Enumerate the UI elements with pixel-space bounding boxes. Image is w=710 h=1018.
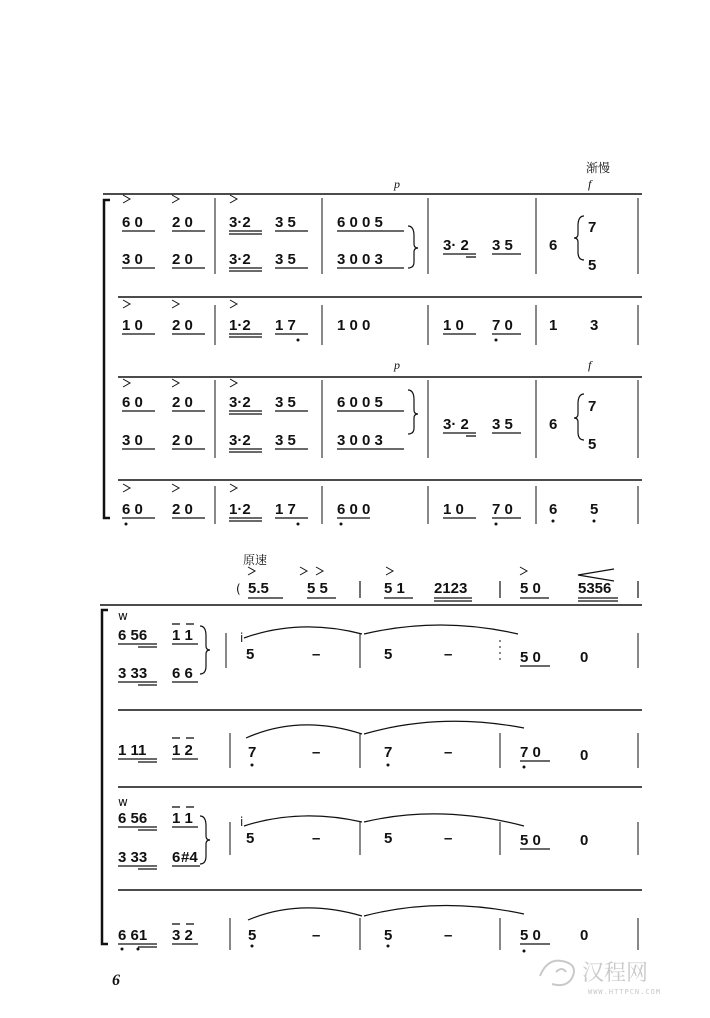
rest: 0: [580, 747, 589, 764]
sustain-dash: –: [312, 646, 321, 663]
note-group: 2 0: [172, 251, 193, 268]
note-group: 5: [588, 436, 597, 453]
note-group: 3 33: [118, 665, 148, 682]
note-group: 1 7: [275, 317, 296, 334]
sustain-dash: –: [444, 646, 453, 663]
note-group: 5: [590, 501, 599, 518]
system2-staff1: [118, 609, 588, 682]
note-group: 1 1: [172, 810, 193, 827]
note-group: 5: [588, 257, 597, 274]
note-group: 5 0: [520, 649, 541, 666]
note-group: 3·2: [229, 214, 251, 231]
note-group: 3: [590, 317, 599, 334]
note-group: 1 0 0: [337, 317, 371, 334]
system-2: [100, 605, 642, 950]
sustain-dash: –: [444, 927, 453, 944]
sharp-four: #4: [181, 849, 198, 866]
note-group: 3 0: [122, 251, 143, 268]
note-group: 6 0 0: [337, 501, 371, 518]
tempo-restore-marking: 原速: [243, 553, 268, 567]
system-1: [103, 194, 642, 524]
note-group: 1 0: [443, 501, 464, 518]
grace-note: i: [240, 631, 244, 645]
grace-note: i: [240, 815, 244, 829]
note-group: 2123: [434, 580, 468, 597]
note-group: 2 0: [172, 214, 193, 231]
note: 5: [384, 830, 393, 847]
note-group: 3 5: [275, 394, 296, 411]
note-group: 3· 2: [443, 237, 469, 254]
note: 5: [248, 927, 257, 944]
note-group: 3 5: [492, 237, 513, 254]
note-group: 1·2: [229, 501, 251, 518]
intro-accents: [248, 567, 527, 575]
note-group: 1 0: [122, 317, 143, 334]
note-group: 1 11: [118, 742, 147, 759]
note-group: 3 0: [122, 432, 143, 449]
sustain-dash: –: [444, 744, 453, 761]
note-group: 6 0: [122, 501, 143, 518]
watermark: [540, 961, 661, 996]
note-group: 6: [549, 501, 558, 518]
system2-staff4: [118, 927, 588, 944]
note-group: 3 5: [275, 251, 296, 268]
note-group: 6 0 0 5: [337, 214, 383, 231]
note-group: 3 5: [492, 416, 513, 433]
note: 7: [248, 744, 257, 761]
sustain-dash: –: [444, 830, 453, 847]
note-group: 5 0: [520, 580, 541, 597]
system1-staff2: [122, 317, 598, 334]
note-group: 2 0: [172, 317, 193, 334]
system1-staff3: [122, 394, 596, 453]
dynamic-soft-1: p: [394, 177, 400, 191]
ornament-mark: w: [118, 609, 128, 623]
note-group: 5356: [578, 580, 612, 597]
note-group: 3 5: [275, 432, 296, 449]
sustain-dash: –: [312, 744, 321, 761]
note-group: 1·2: [229, 317, 251, 334]
note: 5: [246, 646, 255, 663]
page-number: 6: [112, 972, 120, 989]
note-group: 1: [549, 317, 558, 334]
note-group: 5 0: [520, 832, 541, 849]
note-group: 3 33: [118, 849, 148, 866]
note: 5: [246, 830, 255, 847]
note-group: 1 2: [172, 742, 193, 759]
tempo-change-marking: 渐慢: [586, 161, 611, 175]
note-group: 5 5: [307, 580, 328, 597]
note: 5: [384, 646, 393, 663]
sustain-dash: –: [312, 830, 321, 847]
note-group: 3·2: [229, 251, 251, 268]
intro-paren: (: [236, 582, 241, 596]
note-group: 3· 2: [443, 416, 469, 433]
note-group: 2 0: [172, 432, 193, 449]
watermark-logo-icon: [540, 961, 574, 986]
note-group: 3 0 0 3: [337, 251, 383, 268]
intro-line: [236, 580, 611, 597]
note-group: 6 0: [122, 394, 143, 411]
note-group: 5 1: [384, 580, 405, 597]
ornament-mark: w: [118, 795, 128, 809]
note-group: 3·2: [229, 432, 251, 449]
note: 5: [384, 927, 393, 944]
note-group: 3·2: [229, 394, 251, 411]
sustain-dash: –: [312, 927, 321, 944]
watermark-text: 汉程网: [582, 961, 649, 986]
note-group: 3 0 0 3: [337, 432, 383, 449]
note-group: 2 0: [172, 394, 193, 411]
note-group: 5.5: [248, 580, 269, 597]
note-group: 7 0: [492, 317, 513, 334]
note-group: 6 56: [118, 810, 148, 827]
note-group: 1 7: [275, 501, 296, 518]
note-group: 6: [549, 237, 558, 254]
dynamic-loud-2: f: [588, 358, 592, 372]
note: 6: [172, 849, 181, 866]
note-group: 3 5: [275, 214, 296, 231]
note-group: 1 0: [443, 317, 464, 334]
rest: 0: [580, 927, 589, 944]
system2-staff3: [118, 795, 588, 866]
dynamic-loud-1: f: [588, 177, 592, 191]
rest: 0: [580, 649, 589, 666]
watermark-url: WWW.HTTPCN.COM: [588, 988, 662, 996]
note-group: 6 61: [118, 927, 148, 944]
note-group: 5 0: [520, 927, 541, 944]
note-group: 6 6: [172, 665, 193, 682]
note-group: 6 0 0 5: [337, 394, 383, 411]
note-group: 6 56: [118, 627, 148, 644]
note-group: 3 2: [172, 927, 193, 944]
rhythm-underlines-1: [122, 231, 521, 521]
note-group: 7 0: [520, 744, 541, 761]
note-group: 1 1: [172, 627, 193, 644]
system1-staff1: [122, 214, 596, 274]
system2-staff2: [118, 742, 588, 764]
note-group: 2 0: [172, 501, 193, 518]
system1-staff4: [122, 501, 598, 518]
note-group: 6 0: [122, 214, 143, 231]
note-group: 7: [588, 398, 597, 415]
rest: 0: [580, 832, 589, 849]
note-group: 6: [549, 416, 558, 433]
dynamic-soft-2: p: [394, 358, 400, 372]
note-group: 7 0: [492, 501, 513, 518]
note-group: 7: [588, 219, 597, 236]
note: 7: [384, 744, 393, 761]
